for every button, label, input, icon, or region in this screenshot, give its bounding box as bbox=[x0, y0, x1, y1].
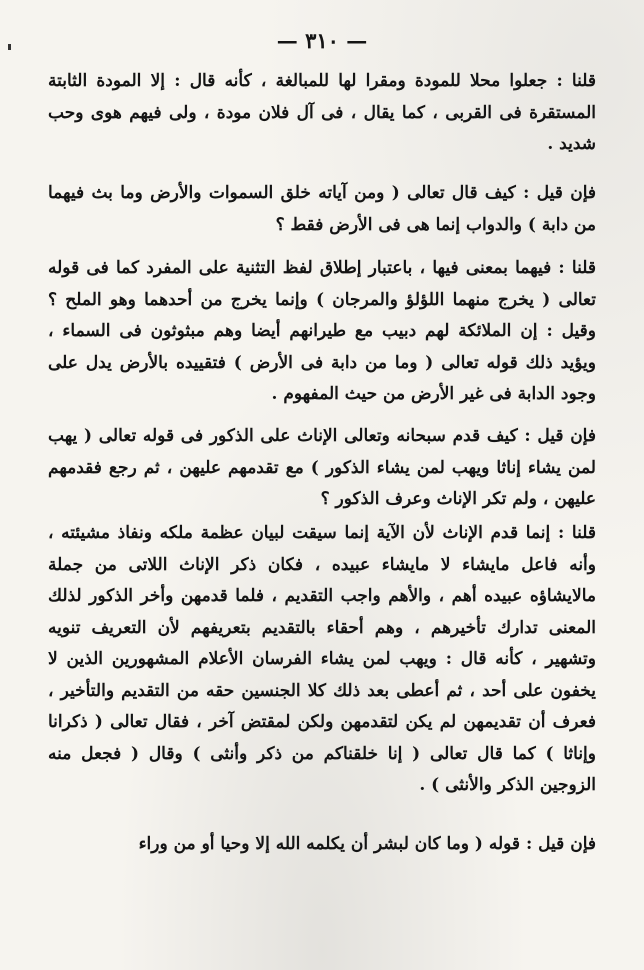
paragraph-6 bbox=[48, 829, 596, 861]
paragraph-5 bbox=[48, 518, 596, 802]
paragraph-3 bbox=[48, 253, 596, 411]
paragraph-4 bbox=[48, 421, 596, 516]
paragraph-text: فإن قيل : قوله ( وما كان لبشر أن يكلمه الله إلا وحيا أو من وراء bbox=[138, 834, 596, 854]
paragraph-text: فإن قيل : كيف قدم سبحانه وتعالى الإناث على الذكور فى قوله تعالى ( يهب لمن يشاء إناثا ويهب لمن يشاء الذكور ) مع تقدمهم عليهن ، ثم رجع فقدمهم عليهن ، ولم تكر الإناث وعرف الذكور ؟ bbox=[48, 426, 596, 509]
paragraph-2 bbox=[48, 178, 596, 241]
paragraph-text: قلنا : إنما قدم الإناث لأن الآية إنما سيقت لبيان عظمة ملكه ونفاذ مشيئته ، وأنه فاعل مايشاء لا مايشاء عبيده ، فكان ذكر الإناث اللاتى من جملة مالايشاؤه عبيده أهم ، والأهم واجب التقديم ، فلما قدمهن وأخر الذكور لذلك المعنى تدارك تأخيرهم ، وهم أحقاء بالتقديم بتعريفهم لأن التعريف تنويه وتشهير ، كأنه قال : ويهب لمن يشاء الفرسان الأعلام المشهورين الذين لا يخفون على أحد ، ثم أعطى بعد ذلك كلا الجنسين حقه من التقديم والتأخير ، فعرف أن تقديمهن لم يكن لتقدمهن ولكن لمقتض آخر ، فقال تعالى ( ذكرانا وإناثا ) كما قال تعالى ( إنا خلقناكم من ذكر وأنثى ) وقال ( فجعل منه الزوجين الذكر والأنثى ) . bbox=[48, 523, 596, 795]
paragraph-1 bbox=[48, 66, 596, 161]
paragraph-text: قلنا : جعلوا محلا للمودة ومقرا لها للمبالغة ، كأنه قال : إلا المودة الثابتة المستقرة فى القربى ، كما يقال ، فى آل فلان مودة ، ولى فيهم هوى وحب شديد . bbox=[48, 71, 596, 154]
page-number: — ٣١٠ — bbox=[276, 28, 368, 53]
paragraph-text: قلنا : فيهما بمعنى فيها ، باعتبار إطلاق لفظ التثنية على المفرد كما فى قوله تعالى ( يخرج منهما اللؤلؤ والمرجان ) وإنما يخرج من أحدهما وهو الملح ؟ وقيل : إن الملائكة لهم دبيب مع طيرانهم أيضا وهم مبثوثون فى السماء ، ويؤيد ذلك قوله تعالى ( وما من دابة فى الأرض ) فتقييده بالأرض يدل على وجود الدابة فى غير الأرض من حيث المفهوم . bbox=[48, 258, 596, 404]
paragraph-text: فإن قيل : كيف قال تعالى ( ومن آياته خلق السموات والأرض وما بث فيهما من دابة ) والدواب إنما هى فى الأرض فقط ؟ bbox=[48, 183, 596, 235]
